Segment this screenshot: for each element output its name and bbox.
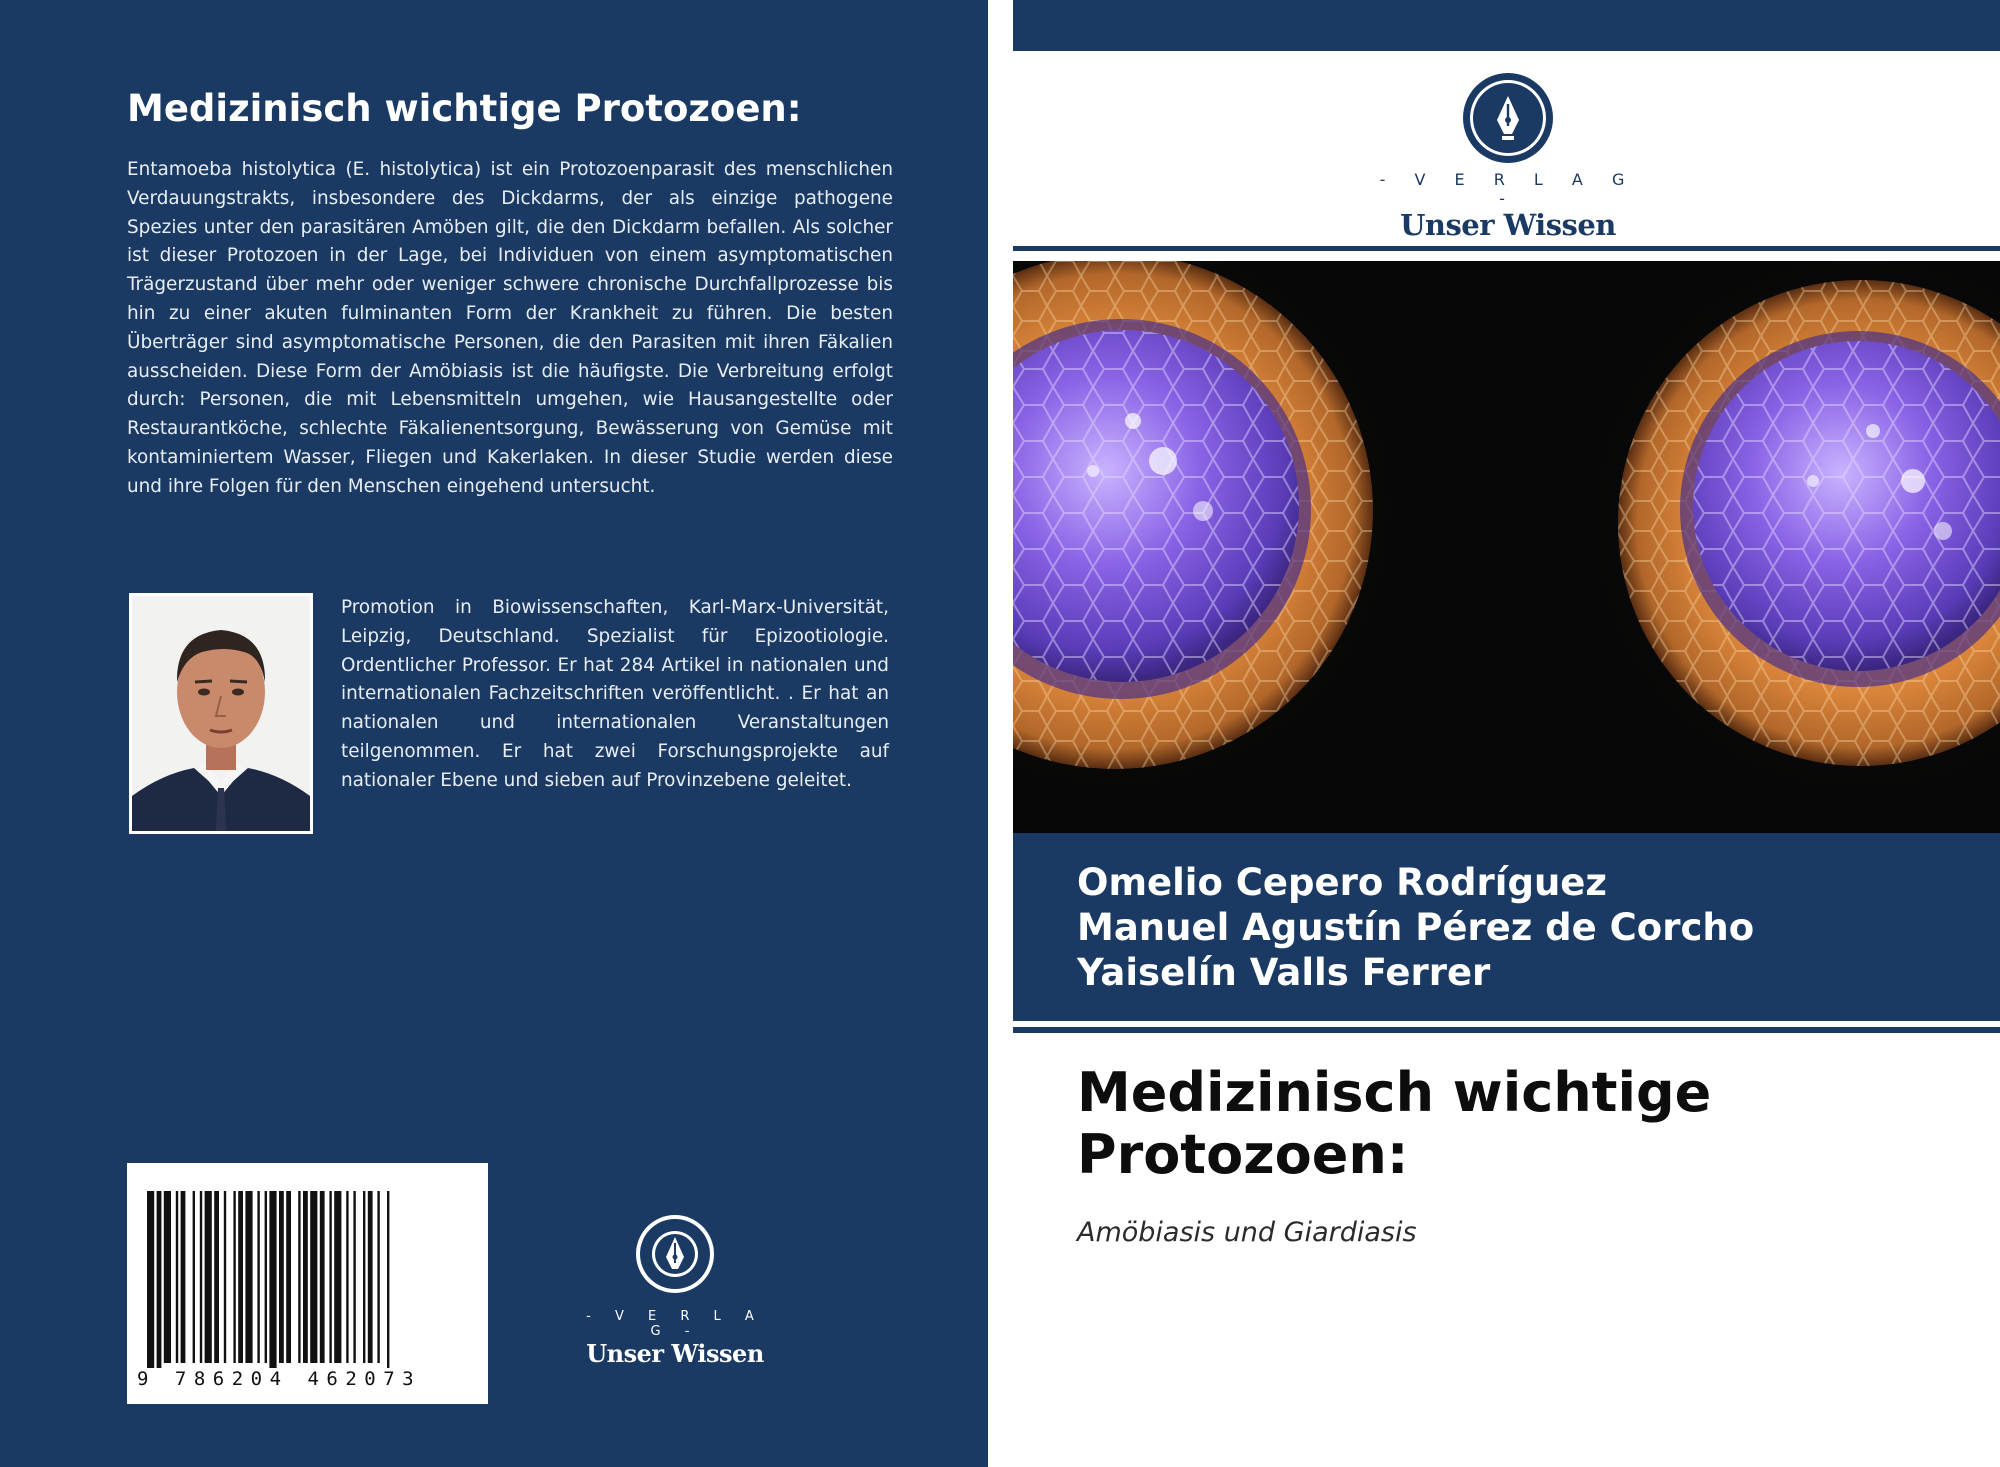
barcode-bar: [346, 1191, 348, 1363]
back-cover-title: Medizinisch wichtige Protozoen:: [127, 87, 802, 130]
front-cover: [1013, 0, 2000, 1467]
back-cover: [0, 0, 988, 1467]
front-title-line-1: Medizinisch wichtige: [1077, 1061, 1712, 1124]
fountain-pen-nib-icon: [1462, 72, 1554, 164]
front-publisher-logo: [1363, 72, 1653, 242]
cover-image-protozoa: [1013, 261, 2000, 833]
barcode-bar: [286, 1191, 291, 1363]
barcode-bar: [181, 1191, 186, 1363]
author-photo: [129, 593, 313, 834]
barcode-bar: [233, 1191, 235, 1363]
spine-gap: [988, 0, 1013, 1467]
author-band-rule: [1013, 1027, 2000, 1033]
author-bio: Promotion in Biowissenschaften, Karl-Marx-Universität, Leipzig, Deutschland. Spezialist für Epizootiologie. Ordentlicher Professor. Er hat 284 Artikel in nationalen und internationalen Fachzeitschriften veröffentlicht. . Er hat an nationalen und internationalen Veranstaltungen teilgenommen. Er hat zwei Forschungsprojekte auf nationaler Ebene und sieben auf Provinzebene geleitet.: [341, 597, 889, 791]
front-publisher-name: Unser Wissen: [1400, 208, 1616, 242]
barcode-bar: [298, 1191, 300, 1363]
author-name-2: Manuel Agustín Pérez de Corcho: [1077, 906, 1755, 949]
author-portrait-image: [132, 596, 310, 831]
barcode-bar: [320, 1191, 325, 1363]
back-publisher-logo: [580, 1213, 770, 1368]
front-publisher-verlag: - V E R L A G -: [1379, 170, 1637, 208]
barcode-bars: [127, 1163, 488, 1368]
barcode-bar: [245, 1191, 252, 1363]
barcode-bar: [193, 1191, 195, 1363]
barcode-bar: [200, 1191, 202, 1363]
top-band: [1013, 0, 2000, 51]
barcode-bar: [329, 1191, 331, 1363]
front-title-line-2: Protozoen:: [1077, 1123, 1409, 1186]
back-cover-blurb: Entamoeba histolytica (E. histolytica) ist ein Protozoenparasit des menschlichen Verdauungstrakts, insbesondere des Dickdarms, der als einzige pathogene Spezies unter den parasitären Amöben gilt, die den Dickdarm befallen. Als solcher ist dieser Protozoen in der Lage, bei Individuen von einem asymptomatischen Trägerzustand über mehr oder weniger schwere chronische Durchfallprozesse bis hin zu einer akuten fulminanten Form der Krankheit zu führen. Die besten Überträger sind asymptomatische Personen, die den Parasiten mit ihren Fäkalien ausscheiden. Diese Form der Amöbiasis ist die häufigste. Die Verbreitung erfolgt durch: Personen, die mit Lebensmitteln umgehen, wie Hausangestellte oder Restaurantköche, schlechte Fäkalienentsorgung, Bewässerung von Gemüse mit kontaminiertem Wasser, Fliegen und Kakerlaken. In dieser Studie werden diese und ihre Folgen für den Menschen eingehend untersucht.: [127, 159, 893, 497]
front-cover-subtitle: Amöbiasis und Giardiasis: [1077, 1217, 1417, 1248]
author-name-1: Omelio Cepero Rodríguez: [1077, 861, 1607, 904]
barcode-bar: [279, 1191, 284, 1363]
author-name-3: Yaiselín Valls Ferrer: [1077, 951, 1491, 994]
barcode-bar: [147, 1191, 154, 1368]
barcode-bar: [157, 1191, 162, 1368]
front-cover-title: [1077, 1062, 1957, 1186]
barcode-bar: [257, 1191, 259, 1363]
barcode-bar: [353, 1191, 355, 1363]
protozoa-illustration: [1013, 261, 2000, 833]
fountain-pen-nib-icon: [634, 1213, 716, 1295]
barcode-bar: [176, 1191, 178, 1363]
barcode-bar: [269, 1191, 276, 1368]
isbn-barcode: [127, 1163, 488, 1404]
barcode-bar: [387, 1191, 389, 1368]
barcode-bar: [265, 1191, 267, 1363]
barcode-bar: [164, 1191, 171, 1363]
barcode-bar: [310, 1191, 317, 1363]
barcode-bar: [205, 1191, 212, 1363]
barcode-bar: [363, 1191, 365, 1363]
barcode-bar: [303, 1191, 308, 1363]
back-publisher-name: Unser Wissen: [586, 1339, 764, 1368]
back-publisher-verlag: - V E R L A G -: [586, 1309, 764, 1339]
isbn-number: 9 786204 462073: [137, 1368, 422, 1390]
barcode-bar: [224, 1191, 226, 1363]
barcode-bar: [334, 1191, 341, 1363]
barcode-bar: [368, 1191, 373, 1363]
image-top-rule: [1013, 246, 2000, 251]
barcode-bar: [214, 1191, 219, 1363]
barcode-bar: [238, 1191, 243, 1363]
barcode-bar: [377, 1191, 379, 1363]
